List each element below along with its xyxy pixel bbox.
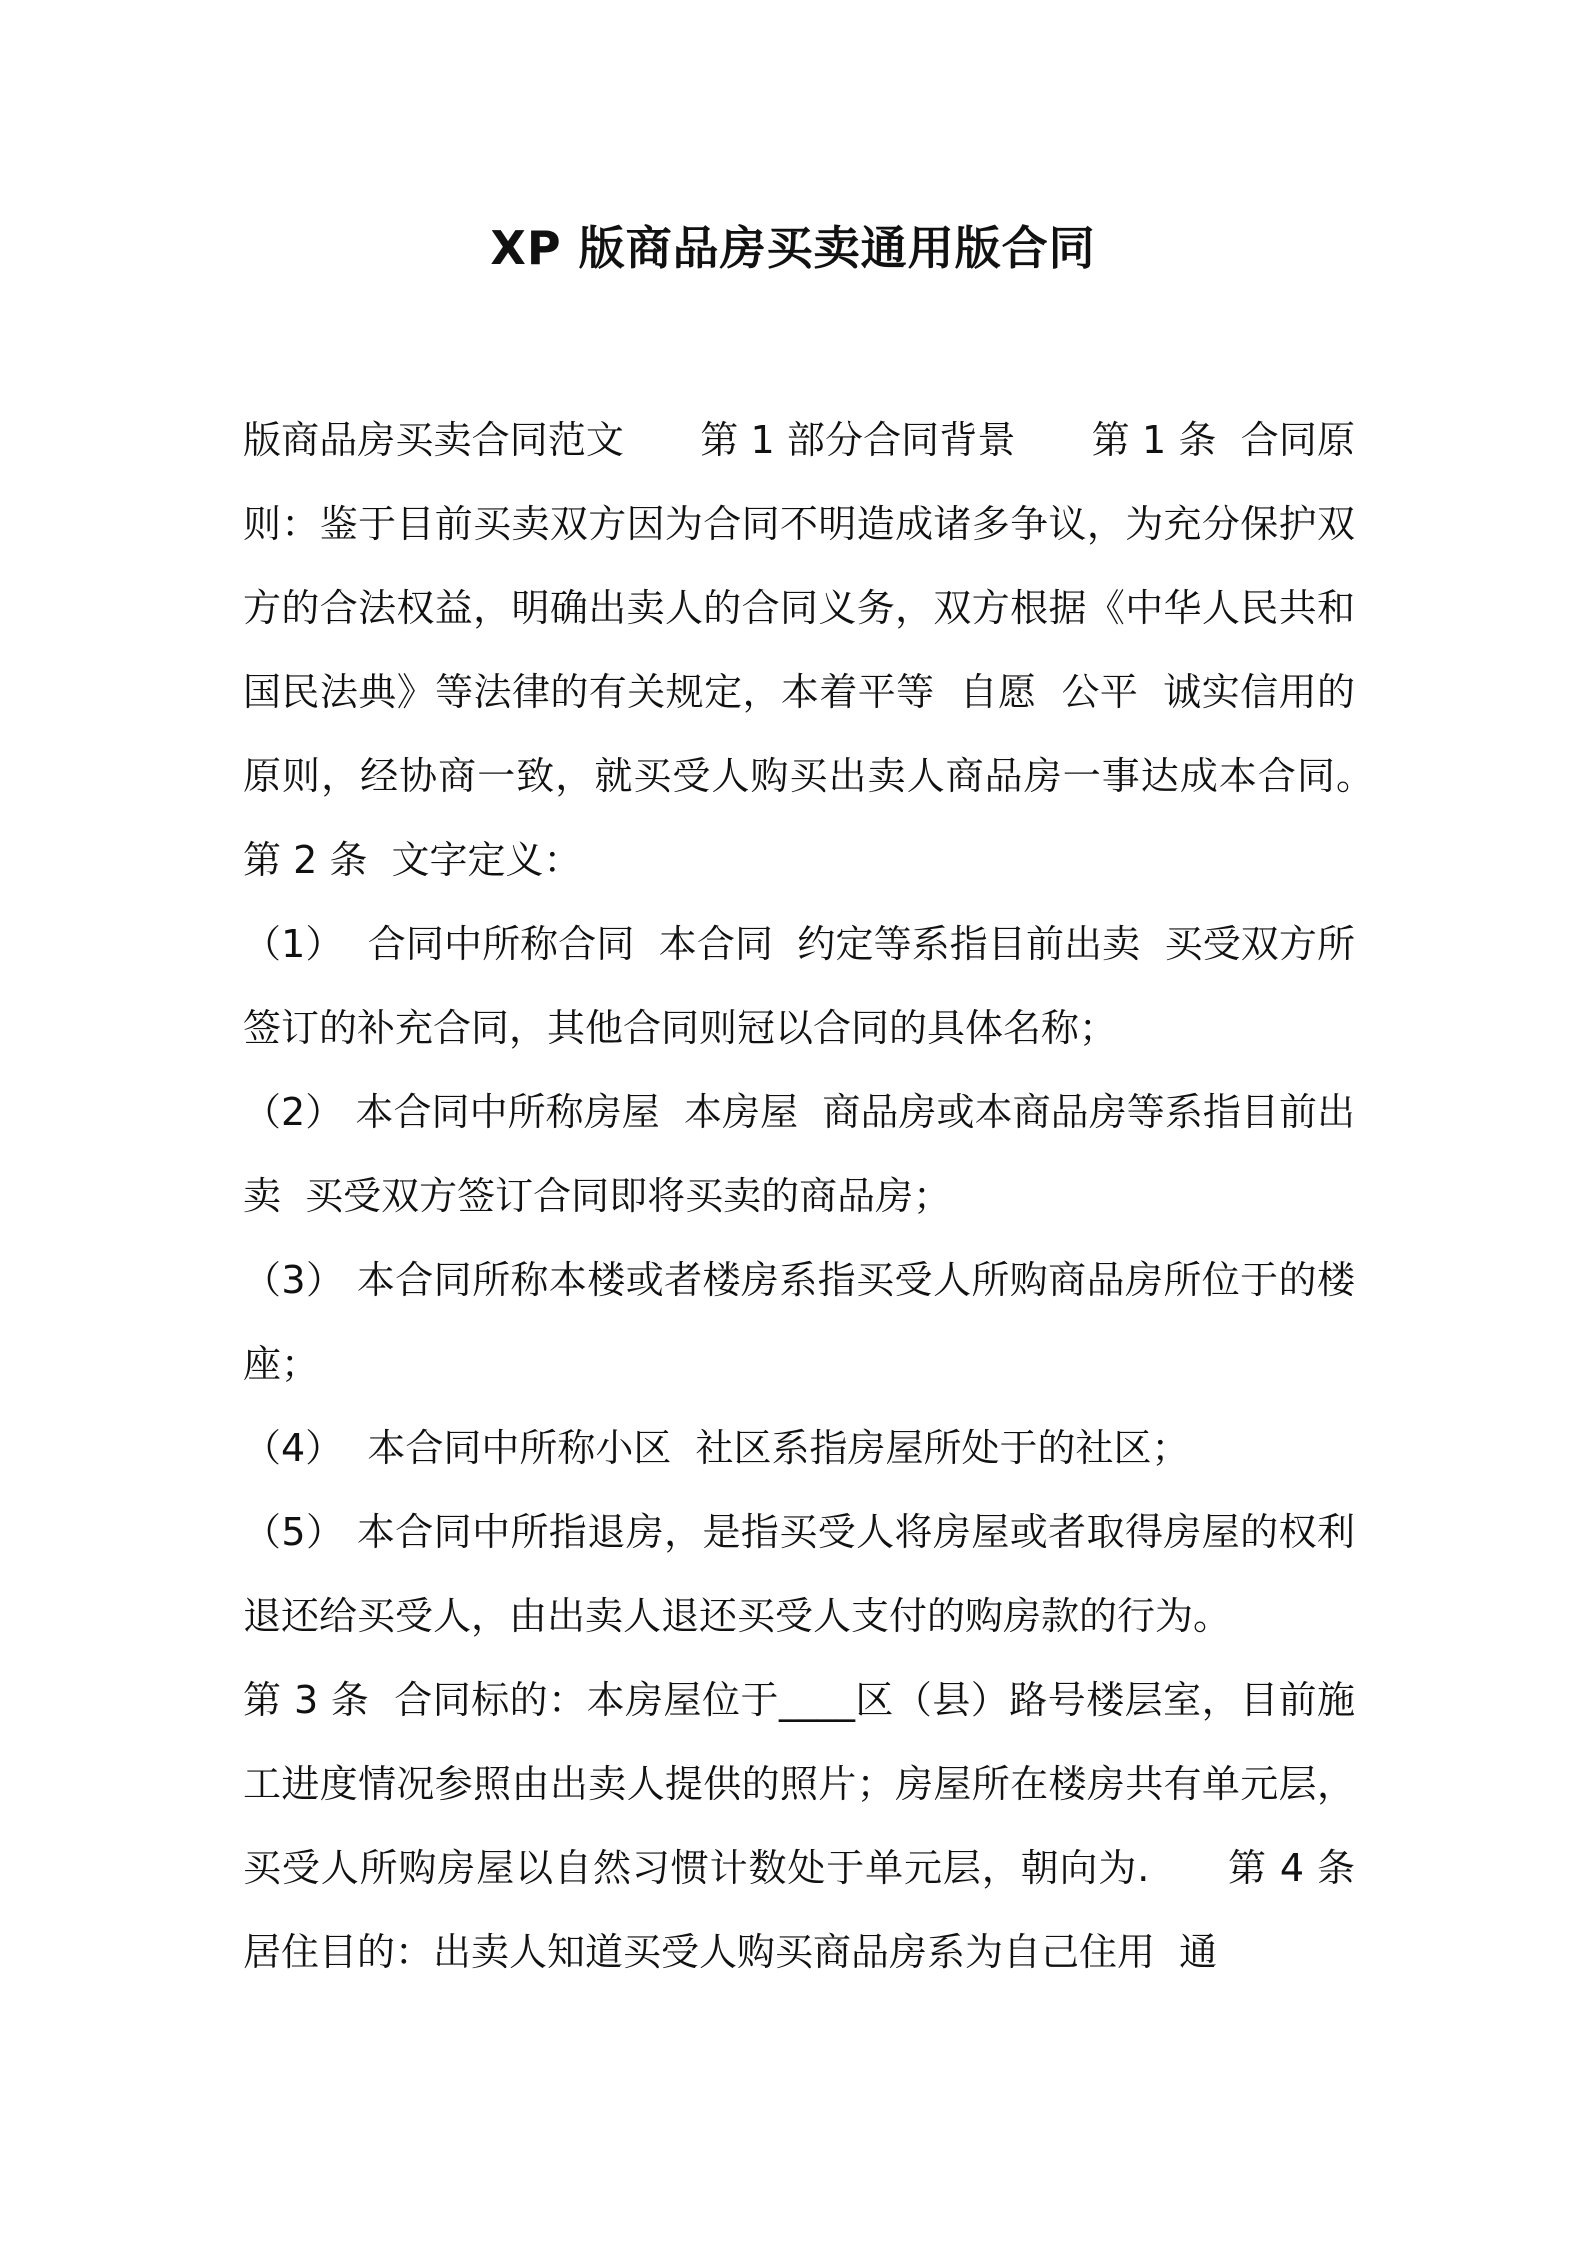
paragraph-article-3-4: 第 3 条 合同标的：本房屋位于____区（县）路号楼层室，目前施工进度情况参照由出卖人提供的照片；房屋所在楼房共有单元层，买受人所购房屋以自然习惯计数处于单元层，朝向为. 第 4 条 居住目的：出卖人知道买受人购买商品房系为自己住用 通: [243, 1678, 1380, 1974]
paragraph-definition-5: （5） 本合同中所指退房，是指买受人将房屋或者取得房屋的权利退还给买受人，由出卖人退还买受人支付的购房款的行为。: [243, 1510, 1355, 1638]
document-body: [243, 398, 1432, 1994]
paragraph-contract-background: 版商品房买卖合同范文 第 1 部分合同背景 第 1 条 合同原则：鉴于目前买卖双方因为合同不明造成诸多争议，为充分保护双方的合法权益，明确出卖人的合同义务，双方根据《中华人民共和国民法典》等法律的有关规定，本着平等 自愿 公平 诚实信用的原则，经协商一致，就买受人购买出卖人商品房一事达成本合同。 第 2 条 文字定义：: [243, 418, 1432, 882]
paragraph-definition-1: （1） 合同中所称合同 本合同 约定等系指目前出卖 买受双方所签订的补充合同，其他合同则冠以合同的具体名称；: [243, 922, 1355, 1050]
document-title: XP 版商品房买卖通用版合同: [490, 221, 1096, 275]
paragraph-definition-3: （3） 本合同所称本楼或者楼房系指买受人所购商品房所位于的楼座；: [243, 1258, 1355, 1386]
paragraph-definition-4: （4） 本合同中所称小区 社区系指房屋所处于的社区；: [243, 1426, 1190, 1470]
paragraph-definition-2: （2） 本合同中所称房屋 本房屋 商品房或本商品房等系指目前出卖 买受双方签订合同即将买卖的商品房；: [243, 1090, 1355, 1218]
